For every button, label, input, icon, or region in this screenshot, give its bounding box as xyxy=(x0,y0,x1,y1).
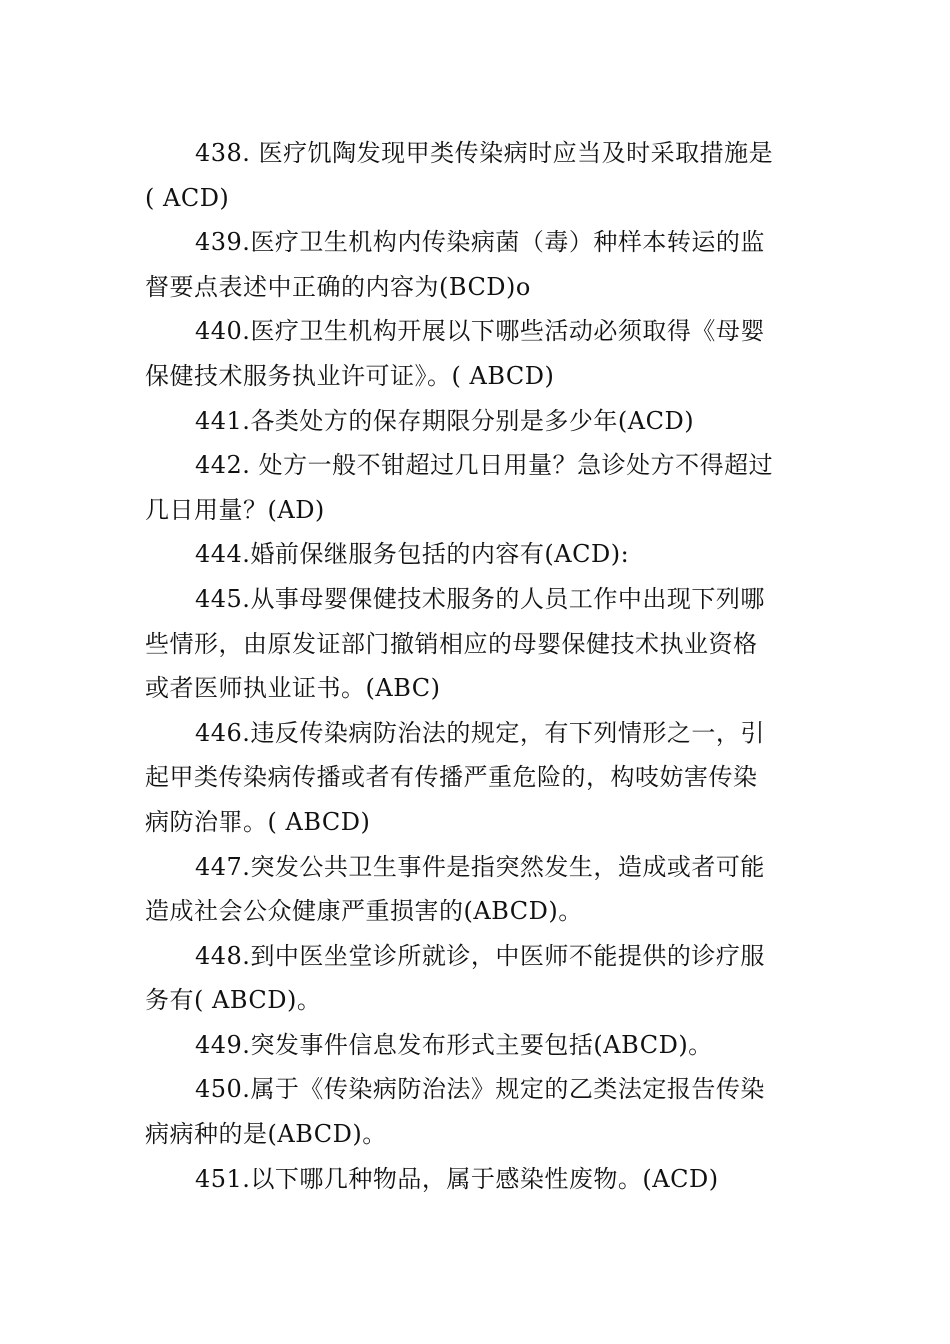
text-line: 病病种的是(ABCD)。 xyxy=(145,1120,387,1149)
text-line: 440.医疗卫生机构开展以下哪些活动必须取得《母婴 xyxy=(195,317,765,346)
text-line: 些情形，由原发证部门撤销相应的母婴保健技术执业资格 xyxy=(145,629,758,658)
text-line: 438. 医疗饥陶发现甲类传染病时应当及时采取措施是 xyxy=(195,139,774,167)
text-line: 几日用量？(AD) xyxy=(145,495,325,524)
text-line: 449.突发事件信息发布形式主要包括(ABCD)。 xyxy=(195,1030,713,1059)
document-body xyxy=(145,131,795,1201)
text-line: 445.从事母婴倮健技术服务的人员工作中出现下列哪 xyxy=(195,584,765,613)
text-line: 450.属于《传染病防治法》规定的乙类法定报告传染 xyxy=(195,1075,765,1104)
text-line: ( ACD) xyxy=(145,183,230,212)
text-line: 442. 处方一般不钳超过几日用量？急诊处方不得超过 xyxy=(195,451,774,480)
text-line: 448.到中医坐堂诊所就诊，中医师不能提供的诊疗服 xyxy=(195,941,765,970)
text-line: 446.违反传染病防治法的规定，有下列情形之一，引 xyxy=(195,718,765,747)
text-line: 起甲类传染病传播或者有传播严重危险的，构吱妨害传染 xyxy=(145,763,758,792)
text-line: 451.以下哪几种物品，属于感染性废物。(ACD) xyxy=(195,1164,719,1193)
text-line: 444.婚前保继服务包括的内容有(ACD): xyxy=(195,540,630,569)
text-line: 447.突发公共卫生事件是指突然发生，造成或者可能 xyxy=(195,852,765,881)
text-line: 造成社会公众健康严重损害的(ABCD)。 xyxy=(145,897,583,926)
text-line: 441.各类处方的保存期限分别是多少年(ACD) xyxy=(195,406,695,435)
text-line: 439.医疗卫生机构内传染病菌（毒）种样本转运的监 xyxy=(195,228,765,257)
text-line: 保健技术服务执业许可证》。( ABCD) xyxy=(145,361,555,390)
text-line: 病防治罪。( ABCD) xyxy=(145,807,371,836)
text-line: 督要点表述中正确的内容为(BCD)o xyxy=(145,272,531,301)
text-line: 或者医师执业证书。(ABC) xyxy=(145,674,441,703)
text-line: 务有( ABCD)。 xyxy=(145,986,322,1015)
